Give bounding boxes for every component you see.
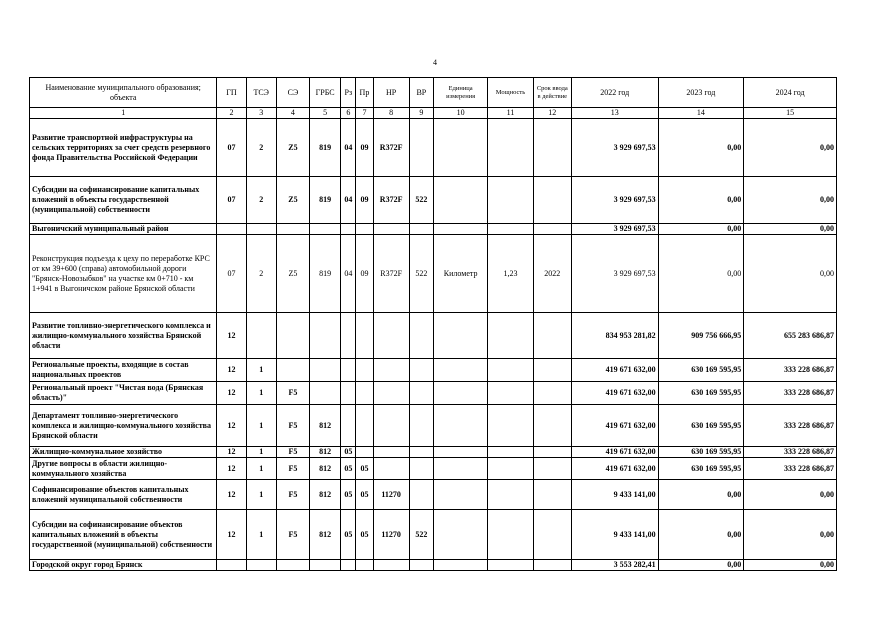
cell-y2024: 0,00 (744, 480, 837, 510)
table-row (30, 313, 837, 359)
cell-unit (433, 458, 487, 480)
cell-unit (433, 560, 487, 571)
cell-y2024: 333 228 686,87 (744, 382, 837, 405)
cell-y2023: 0,00 (658, 480, 744, 510)
cell-pr (356, 224, 373, 235)
cell-rz (341, 560, 356, 571)
cell-power (488, 560, 533, 571)
cell-vr (409, 447, 433, 458)
cell-tse: 2 (246, 235, 276, 313)
cell-gp (217, 560, 246, 571)
cell-term (533, 447, 571, 458)
column-number: 4 (276, 108, 309, 119)
cell-y2024: 0,00 (744, 510, 837, 560)
cell-y2022: 419 671 632,00 (571, 447, 658, 458)
cell-tse: 1 (246, 480, 276, 510)
cell-pr: 05 (356, 458, 373, 480)
cell-vr (409, 359, 433, 382)
header-term: Срок ввода в действие (533, 78, 571, 108)
cell-nr: 11270 (373, 510, 409, 560)
column-number: 11 (488, 108, 533, 119)
cell-pr: 09 (356, 119, 373, 177)
header-gp: ГП (217, 78, 246, 108)
cell-pr: 09 (356, 177, 373, 224)
cell-se: F5 (276, 510, 309, 560)
cell-gp: 12 (217, 382, 246, 405)
header-unit: Единица измерения (433, 78, 487, 108)
cell-grbs: 812 (310, 480, 341, 510)
table-row (30, 359, 837, 382)
cell-rz: 04 (341, 177, 356, 224)
cell-y2024: 0,00 (744, 119, 837, 177)
table-row (30, 382, 837, 405)
cell-grbs: 819 (310, 177, 341, 224)
cell-term (533, 382, 571, 405)
cell-unit (433, 224, 487, 235)
cell-rz (341, 382, 356, 405)
table-row (30, 447, 837, 458)
cell-vr (409, 382, 433, 405)
cell-name: Развитие топливно-энергетического комплекса и жилищно-коммунального хозяйства Брянской области (30, 313, 217, 359)
column-number: 12 (533, 108, 571, 119)
cell-nr: R372F (373, 235, 409, 313)
cell-unit (433, 177, 487, 224)
cell-y2022: 419 671 632,00 (571, 405, 658, 447)
cell-grbs (310, 313, 341, 359)
header-vr: ВР (409, 78, 433, 108)
cell-nr (373, 359, 409, 382)
cell-y2023: 630 169 595,95 (658, 359, 744, 382)
column-number: 1 (30, 108, 217, 119)
cell-tse: 1 (246, 382, 276, 405)
cell-term (533, 359, 571, 382)
cell-rz: 04 (341, 235, 356, 313)
header-name: Наименование муниципального образования; объекта (30, 78, 217, 108)
column-number: 7 (356, 108, 373, 119)
cell-power (488, 458, 533, 480)
cell-name: Региональные проекты, входящие в состав национальных проектов (30, 359, 217, 382)
cell-grbs (310, 359, 341, 382)
column-numbers-row (30, 108, 837, 119)
cell-vr: 522 (409, 177, 433, 224)
header-se: СЭ (276, 78, 309, 108)
budget-table (29, 77, 837, 571)
cell-se: F5 (276, 382, 309, 405)
cell-unit (433, 480, 487, 510)
cell-nr (373, 405, 409, 447)
cell-y2022: 9 433 141,00 (571, 480, 658, 510)
header-power: Мощность (488, 78, 533, 108)
cell-term (533, 313, 571, 359)
cell-term (533, 510, 571, 560)
cell-se: F5 (276, 447, 309, 458)
cell-y2022: 834 953 281,82 (571, 313, 658, 359)
column-number: 13 (571, 108, 658, 119)
cell-y2024: 0,00 (744, 224, 837, 235)
cell-nr: R372F (373, 119, 409, 177)
column-number: 3 (246, 108, 276, 119)
cell-gp: 12 (217, 510, 246, 560)
cell-tse: 1 (246, 510, 276, 560)
cell-se: Z5 (276, 235, 309, 313)
cell-pr: 05 (356, 480, 373, 510)
cell-name: Субсидии на софинансирование капитальных вложений в объекты государственной (муниципальной) собственности (30, 177, 217, 224)
cell-nr (373, 382, 409, 405)
cell-unit (433, 359, 487, 382)
cell-power: 1,23 (488, 235, 533, 313)
cell-vr (409, 224, 433, 235)
cell-y2022: 9 433 141,00 (571, 510, 658, 560)
cell-rz: 05 (341, 458, 356, 480)
cell-y2024: 0,00 (744, 177, 837, 224)
cell-y2022: 3 929 697,53 (571, 177, 658, 224)
cell-y2022: 3 553 282,41 (571, 560, 658, 571)
cell-term (533, 458, 571, 480)
cell-pr: 05 (356, 510, 373, 560)
cell-grbs: 812 (310, 510, 341, 560)
cell-y2024: 333 228 686,87 (744, 405, 837, 447)
cell-y2024: 333 228 686,87 (744, 447, 837, 458)
cell-y2023: 0,00 (658, 510, 744, 560)
header-2023: 2023 год (658, 78, 744, 108)
header-rz: Рз (341, 78, 356, 108)
column-number: 15 (744, 108, 837, 119)
cell-grbs (310, 382, 341, 405)
cell-y2023: 909 756 666,95 (658, 313, 744, 359)
cell-nr (373, 447, 409, 458)
cell-unit: Километр (433, 235, 487, 313)
table-row (30, 235, 837, 313)
column-number: 14 (658, 108, 744, 119)
cell-tse: 1 (246, 405, 276, 447)
cell-power (488, 405, 533, 447)
cell-power (488, 382, 533, 405)
header-2022: 2022 год (571, 78, 658, 108)
cell-name: Жилищно-коммунальное хозяйство (30, 447, 217, 458)
cell-grbs: 819 (310, 235, 341, 313)
cell-vr (409, 480, 433, 510)
header-pr: Пр (356, 78, 373, 108)
cell-term (533, 119, 571, 177)
cell-power (488, 510, 533, 560)
cell-term (533, 405, 571, 447)
cell-gp: 07 (217, 177, 246, 224)
cell-gp: 12 (217, 458, 246, 480)
cell-y2024: 0,00 (744, 560, 837, 571)
cell-y2023: 0,00 (658, 119, 744, 177)
cell-vr (409, 560, 433, 571)
cell-power (488, 447, 533, 458)
column-number: 10 (433, 108, 487, 119)
cell-se: F5 (276, 458, 309, 480)
cell-nr: R372F (373, 177, 409, 224)
cell-unit (433, 119, 487, 177)
cell-grbs: 812 (310, 458, 341, 480)
cell-vr: 522 (409, 235, 433, 313)
cell-tse: 1 (246, 458, 276, 480)
cell-gp: 12 (217, 359, 246, 382)
cell-nr (373, 224, 409, 235)
cell-se: F5 (276, 405, 309, 447)
cell-term (533, 224, 571, 235)
cell-se (276, 359, 309, 382)
cell-se (276, 560, 309, 571)
cell-rz (341, 313, 356, 359)
cell-gp: 07 (217, 119, 246, 177)
cell-grbs (310, 224, 341, 235)
cell-y2023: 0,00 (658, 560, 744, 571)
cell-term: 2022 (533, 235, 571, 313)
cell-term (533, 480, 571, 510)
cell-pr (356, 313, 373, 359)
cell-y2024: 0,00 (744, 235, 837, 313)
table-row (30, 510, 837, 560)
cell-name: Субсидии на софинансирование объектов капитальных вложений в объекты государственной (муниципальной) собственности (30, 510, 217, 560)
column-number: 5 (310, 108, 341, 119)
cell-y2022: 3 929 697,53 (571, 235, 658, 313)
cell-nr (373, 560, 409, 571)
cell-grbs: 812 (310, 405, 341, 447)
cell-vr (409, 119, 433, 177)
table-row (30, 405, 837, 447)
cell-se: Z5 (276, 119, 309, 177)
table-row (30, 560, 837, 571)
cell-gp: 07 (217, 235, 246, 313)
cell-vr (409, 458, 433, 480)
cell-unit (433, 382, 487, 405)
cell-y2024: 655 283 686,87 (744, 313, 837, 359)
cell-rz: 04 (341, 119, 356, 177)
cell-rz (341, 224, 356, 235)
cell-tse (246, 313, 276, 359)
cell-y2022: 419 671 632,00 (571, 359, 658, 382)
cell-pr (356, 382, 373, 405)
cell-power (488, 313, 533, 359)
cell-gp: 12 (217, 447, 246, 458)
cell-unit (433, 510, 487, 560)
column-number: 8 (373, 108, 409, 119)
cell-term (533, 560, 571, 571)
cell-y2023: 630 169 595,95 (658, 405, 744, 447)
cell-unit (433, 405, 487, 447)
header-grbs: ГРБС (310, 78, 341, 108)
table-row (30, 177, 837, 224)
cell-name: Развитие транспортной инфраструктуры на сельских территориях за счет средств резервного фонда Правительства Российской Федерации (30, 119, 217, 177)
cell-y2023: 0,00 (658, 177, 744, 224)
table-row (30, 224, 837, 235)
cell-unit (433, 313, 487, 359)
cell-se: F5 (276, 480, 309, 510)
cell-gp: 12 (217, 480, 246, 510)
cell-pr (356, 405, 373, 447)
cell-name: Региональный проект "Чистая вода (Брянская область)" (30, 382, 217, 405)
cell-tse (246, 560, 276, 571)
cell-pr (356, 447, 373, 458)
cell-power (488, 119, 533, 177)
cell-nr (373, 313, 409, 359)
cell-y2024: 333 228 686,87 (744, 458, 837, 480)
cell-name: Реконструкция подъезда к цеху по переработке КРС от км 39+600 (справа) автомобильной дороги "Брянск-Новозыбков" на участке км 0+710 - км 1+941 в Выгоничском районе Брянской области (30, 235, 217, 313)
cell-unit (433, 447, 487, 458)
page-number: 4 (433, 58, 437, 67)
cell-rz: 05 (341, 480, 356, 510)
cell-power (488, 480, 533, 510)
cell-y2023: 630 169 595,95 (658, 458, 744, 480)
cell-tse: 2 (246, 119, 276, 177)
cell-name: Выгоничский муниципальный район (30, 224, 217, 235)
cell-y2024: 333 228 686,87 (744, 359, 837, 382)
cell-pr (356, 560, 373, 571)
header-nr: НР (373, 78, 409, 108)
cell-power (488, 359, 533, 382)
cell-rz (341, 359, 356, 382)
cell-name: Департамент топливно-энергетического комплекса и жилищно-коммунального хозяйства Брянской области (30, 405, 217, 447)
header-tse: ТСЭ (246, 78, 276, 108)
cell-vr (409, 405, 433, 447)
cell-y2023: 630 169 595,95 (658, 447, 744, 458)
cell-rz: 05 (341, 510, 356, 560)
cell-gp: 12 (217, 405, 246, 447)
column-number: 6 (341, 108, 356, 119)
cell-rz: 05 (341, 447, 356, 458)
cell-name: Другие вопросы в области жилищно-коммунального хозяйства (30, 458, 217, 480)
cell-pr (356, 359, 373, 382)
cell-name: Городской округ город Брянск (30, 560, 217, 571)
cell-pr: 09 (356, 235, 373, 313)
cell-nr: 11270 (373, 480, 409, 510)
column-number: 2 (217, 108, 246, 119)
cell-se (276, 224, 309, 235)
header-2024: 2024 год (744, 78, 837, 108)
header-row (30, 78, 837, 108)
cell-y2022: 3 929 697,53 (571, 119, 658, 177)
cell-power (488, 224, 533, 235)
cell-tse (246, 224, 276, 235)
table-row (30, 480, 837, 510)
cell-term (533, 177, 571, 224)
cell-vr: 522 (409, 510, 433, 560)
cell-se: Z5 (276, 177, 309, 224)
cell-y2023: 0,00 (658, 224, 744, 235)
cell-tse: 1 (246, 359, 276, 382)
table-row (30, 458, 837, 480)
cell-tse: 1 (246, 447, 276, 458)
cell-y2022: 3 929 697,53 (571, 224, 658, 235)
cell-y2022: 419 671 632,00 (571, 458, 658, 480)
cell-y2023: 0,00 (658, 235, 744, 313)
cell-y2022: 419 671 632,00 (571, 382, 658, 405)
table-row (30, 119, 837, 177)
cell-nr (373, 458, 409, 480)
cell-gp (217, 224, 246, 235)
cell-power (488, 177, 533, 224)
cell-name: Софинансирование объектов капитальных вложений муниципальной собственности (30, 480, 217, 510)
cell-vr (409, 313, 433, 359)
cell-rz (341, 405, 356, 447)
cell-se (276, 313, 309, 359)
cell-y2023: 630 169 595,95 (658, 382, 744, 405)
cell-tse: 2 (246, 177, 276, 224)
cell-gp: 12 (217, 313, 246, 359)
cell-grbs: 819 (310, 119, 341, 177)
cell-grbs (310, 560, 341, 571)
column-number: 9 (409, 108, 433, 119)
cell-grbs: 812 (310, 447, 341, 458)
